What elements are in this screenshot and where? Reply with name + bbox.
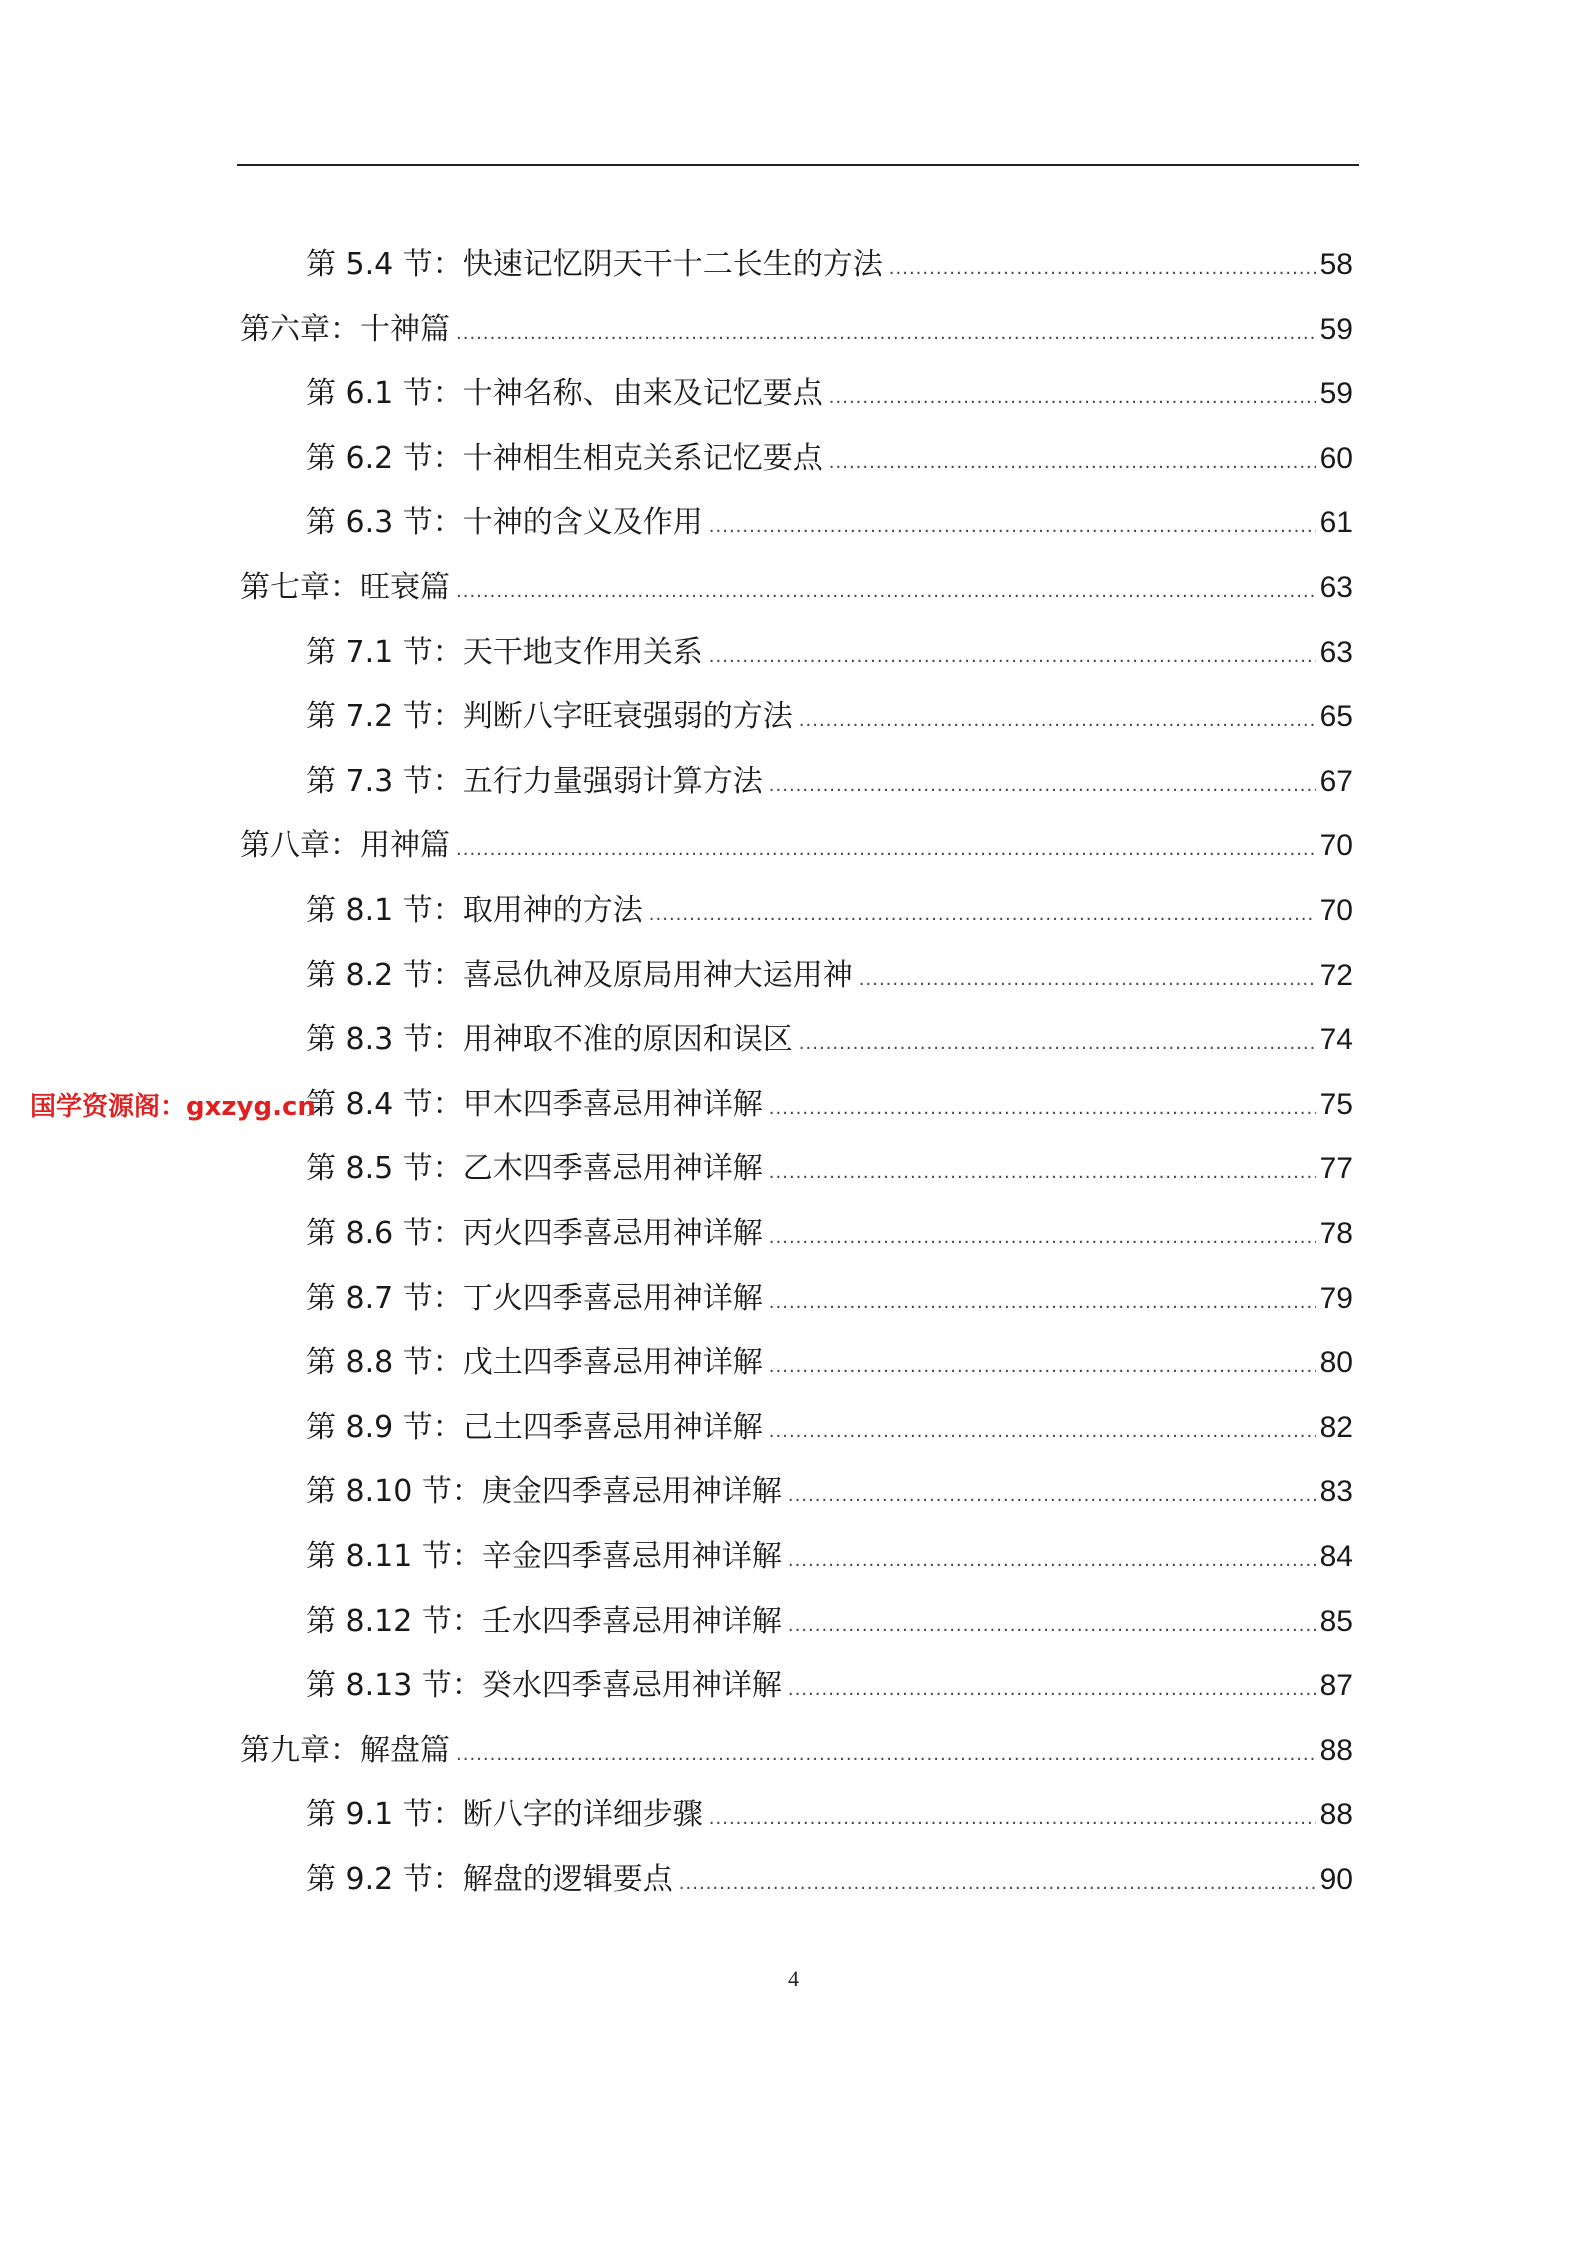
toc-entry-page: 59 xyxy=(1319,312,1353,346)
toc-dot-leader xyxy=(679,1862,1316,1906)
toc-entry-page: 79 xyxy=(1319,1281,1353,1315)
toc-entry-page: 75 xyxy=(1319,1087,1353,1121)
toc-dot-leader xyxy=(788,1539,1316,1583)
toc-section-entry[interactable] xyxy=(306,1277,1353,1321)
toc-dot-leader xyxy=(769,1345,1316,1389)
toc-section-entry[interactable] xyxy=(306,889,1353,933)
toc-entry-page: 83 xyxy=(1319,1475,1353,1509)
watermark: 国学资源阁：gxzyg.cn xyxy=(30,1092,316,1122)
toc-entry-title: 第 8.13 节：癸水四季喜忌用神详解 xyxy=(306,1668,782,1704)
toc-entry-page: 84 xyxy=(1319,1540,1353,1573)
toc-section-entry[interactable] xyxy=(306,1793,1353,1837)
toc-entry-title: 第 5.4 节：快速记忆阴天干十二长生的方法 xyxy=(306,247,883,282)
toc-entry-title: 第 8.6 节：丙火四季喜忌用神详解 xyxy=(306,1216,763,1251)
toc-entry-page: 88 xyxy=(1319,1798,1353,1832)
toc-section-entry[interactable] xyxy=(306,1406,1353,1450)
toc-dot-leader xyxy=(456,570,1316,614)
toc-entry-page: 61 xyxy=(1319,506,1353,540)
toc-entry-page: 63 xyxy=(1319,571,1353,604)
toc-entry-page: 82 xyxy=(1319,1410,1353,1444)
toc-dot-leader xyxy=(456,828,1316,872)
toc-entry-page: 67 xyxy=(1319,764,1353,798)
toc-entry-title: 第 8.7 节：丁火四季喜忌用神详解 xyxy=(306,1280,763,1316)
toc-entry-page: 90 xyxy=(1319,1863,1353,1896)
toc-entry-page: 58 xyxy=(1319,248,1353,281)
toc-entry-title: 第 8.8 节：戊土四季喜忌用神详解 xyxy=(306,1345,763,1381)
toc-section-entry[interactable] xyxy=(306,1664,1353,1708)
toc-chapter-entry[interactable] xyxy=(240,824,1353,868)
toc-entry-title: 第 7.2 节：判断八字旺衰强弱的方法 xyxy=(306,699,793,735)
toc-dot-leader xyxy=(788,1604,1316,1648)
toc-entry-title: 第 8.9 节：己土四季喜忌用神详解 xyxy=(306,1409,763,1445)
toc-section-entry[interactable] xyxy=(306,437,1353,481)
toc-entry-page: 78 xyxy=(1319,1217,1353,1250)
toc-section-entry[interactable] xyxy=(306,760,1353,804)
toc-section-entry[interactable] xyxy=(306,372,1353,416)
toc-entry-page: 74 xyxy=(1319,1023,1353,1057)
toc-dot-leader xyxy=(709,635,1316,679)
toc-entry-title: 第 7.3 节：五行力量强弱计算方法 xyxy=(306,763,763,799)
toc-dot-leader xyxy=(859,958,1316,1002)
toc-dot-leader xyxy=(649,893,1316,937)
toc-dot-leader xyxy=(769,1281,1316,1325)
toc-entry-page: 70 xyxy=(1319,829,1353,863)
toc-dot-leader xyxy=(799,1022,1316,1066)
toc-section-entry[interactable] xyxy=(306,954,1353,998)
toc-dot-leader xyxy=(769,1216,1316,1260)
toc-entry-title: 第 8.11 节：辛金四季喜忌用神详解 xyxy=(306,1539,782,1574)
toc-dot-leader xyxy=(788,1474,1316,1518)
toc-dot-leader xyxy=(799,699,1316,743)
toc-section-entry[interactable] xyxy=(306,1212,1353,1256)
toc-chapter-entry[interactable] xyxy=(240,566,1353,610)
toc-section-entry[interactable] xyxy=(306,1083,1353,1127)
toc-entry-title: 第九章：解盘篇 xyxy=(240,1732,450,1768)
toc-dot-leader xyxy=(456,312,1316,356)
toc-entry-page: 63 xyxy=(1319,635,1353,669)
toc-entry-title: 第 8.4 节：甲木四季喜忌用神详解 xyxy=(306,1086,763,1122)
toc-dot-leader xyxy=(769,764,1316,808)
toc-entry-title: 第六章：十神篇 xyxy=(240,311,450,347)
toc-entry-title: 第 7.1 节：天干地支作用关系 xyxy=(306,634,703,670)
toc-dot-leader xyxy=(769,1410,1316,1454)
toc-entry-title: 第七章：旺衰篇 xyxy=(240,570,450,605)
toc-section-entry[interactable] xyxy=(306,1858,1353,1902)
toc-entry-page: 65 xyxy=(1319,700,1353,734)
toc-entry-title: 第 9.2 节：解盘的逻辑要点 xyxy=(306,1862,673,1897)
toc-entry-page: 88 xyxy=(1319,1733,1353,1767)
toc-entry-page: 70 xyxy=(1319,894,1353,927)
page-number: 4 xyxy=(788,1966,799,1991)
toc-entry-page: 80 xyxy=(1319,1346,1353,1380)
toc-section-entry[interactable] xyxy=(306,501,1353,545)
toc-section-entry[interactable] xyxy=(306,1018,1353,1062)
toc-dot-leader xyxy=(709,1797,1316,1841)
toc-entry-title: 第 8.10 节：庚金四季喜忌用神详解 xyxy=(306,1474,782,1510)
toc-section-entry[interactable] xyxy=(306,1341,1353,1385)
toc-section-entry[interactable] xyxy=(306,1470,1353,1514)
toc-entry-page: 87 xyxy=(1319,1669,1353,1703)
toc-entry-page: 72 xyxy=(1319,958,1353,992)
toc-section-entry[interactable] xyxy=(306,1600,1353,1644)
toc-entry-title: 第 8.1 节：取用神的方法 xyxy=(306,893,643,928)
toc-chapter-entry[interactable] xyxy=(240,1729,1353,1773)
toc-dot-leader xyxy=(829,376,1316,420)
toc-entry-title: 第 9.1 节：断八字的详细步骤 xyxy=(306,1797,703,1833)
toc-entry-title: 第 8.12 节：壬水四季喜忌用神详解 xyxy=(306,1603,782,1639)
toc-entry-title: 第 6.2 节：十神相生相克关系记忆要点 xyxy=(306,440,823,476)
toc-section-entry[interactable] xyxy=(306,631,1353,675)
toc-section-entry[interactable] xyxy=(306,695,1353,739)
toc-dot-leader xyxy=(829,441,1316,485)
toc-section-entry[interactable] xyxy=(306,243,1353,287)
toc-dot-leader xyxy=(889,247,1316,291)
toc-dot-leader xyxy=(456,1733,1316,1777)
toc-entry-page: 77 xyxy=(1319,1152,1353,1186)
toc-dot-leader xyxy=(788,1668,1316,1712)
toc-entry-title: 第 8.2 节：喜忌仇神及原局用神大运用神 xyxy=(306,957,853,993)
toc-entry-page: 59 xyxy=(1319,377,1353,411)
toc-entry-page: 60 xyxy=(1319,441,1353,475)
toc-dot-leader xyxy=(769,1151,1316,1195)
toc-chapter-entry[interactable] xyxy=(240,308,1353,352)
toc-section-entry[interactable] xyxy=(306,1147,1353,1191)
toc-section-entry[interactable] xyxy=(306,1535,1353,1579)
toc-entry-title: 第 8.3 节：用神取不准的原因和误区 xyxy=(306,1022,793,1058)
toc-entry-title: 第 6.3 节：十神的含义及作用 xyxy=(306,505,703,541)
toc-dot-leader xyxy=(709,505,1316,549)
toc-entry-page: 85 xyxy=(1319,1604,1353,1638)
toc-entry-title: 第八章：用神篇 xyxy=(240,828,450,864)
toc-entry-title: 第 8.5 节：乙木四季喜忌用神详解 xyxy=(306,1151,763,1187)
toc-entry-title: 第 6.1 节：十神名称、由来及记忆要点 xyxy=(306,376,823,412)
toc-dot-leader xyxy=(769,1087,1316,1131)
